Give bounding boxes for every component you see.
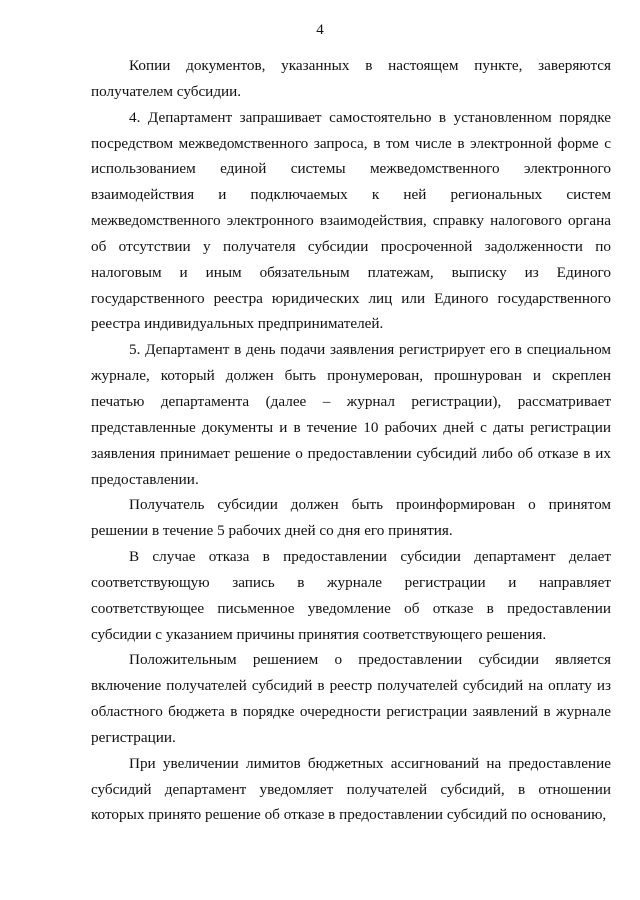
paragraph-limits-increase: При увеличении лимитов бюджетных ассигнований на предоставление субсидий департамент уведомляет получателей субсидий, в отношении которых принято решение об отказе в предоставлении субсидий по основанию,: [91, 754, 611, 824]
document-body: [91, 53, 611, 828]
paragraph-positive-decision: Положительным решением о предоставлении субсидии является включение получателей субсидий в реестр получателей субсидий на оплату из областного бюджета в порядке очередности регистрации заявлений в журнале регистрации.: [91, 651, 611, 746]
paragraph-item-4: 4. Департамент запрашивает самостоятельно в установленном порядке посредством межведомственного запроса, в том числе в электронной форме с использованием единой системы межведомственного электронного взаимодействия и подключаемых к ней региональных систем межведомственного электронного взаимодействия, справку налогового органа об отсутствии у получателя субсидии просроченной задолженности по налоговым и иным обязательным платежам, выписку из Единого государственного реестра юридических лиц или Единого государственного реестра индивидуальных предпринимателей.: [91, 108, 611, 333]
paragraph-item-5: 5. Департамент в день подачи заявления регистрирует его в специальном журнале, который должен быть пронумерован, прошнурован и скреплен печатью департамента (далее – журнал регистрации), рассматривает представленные документы и в течение 10 рабочих дней с даты регистрации заявления принимает решение о предоставлении субсидий либо об отказе в их предоставлении.: [91, 341, 611, 488]
paragraph-refusal-case: В случае отказа в предоставлении субсидии департамент делает соответствующую запись в журнале регистрации и направляет соответствующее письменное уведомление об отказе в предоставлении субсидии с указанием причины принятия соответствующего решения.: [91, 548, 611, 643]
paragraph-recipient-informed: Получатель субсидии должен быть проинформирован о принятом решении в течение 5 рабочих дней со дня его принятия.: [91, 496, 611, 540]
paragraph-copies-certified: Копии документов, указанных в настоящем пункте, заверяются получателем субсидии.: [91, 57, 611, 100]
page-number: 4: [316, 22, 324, 38]
